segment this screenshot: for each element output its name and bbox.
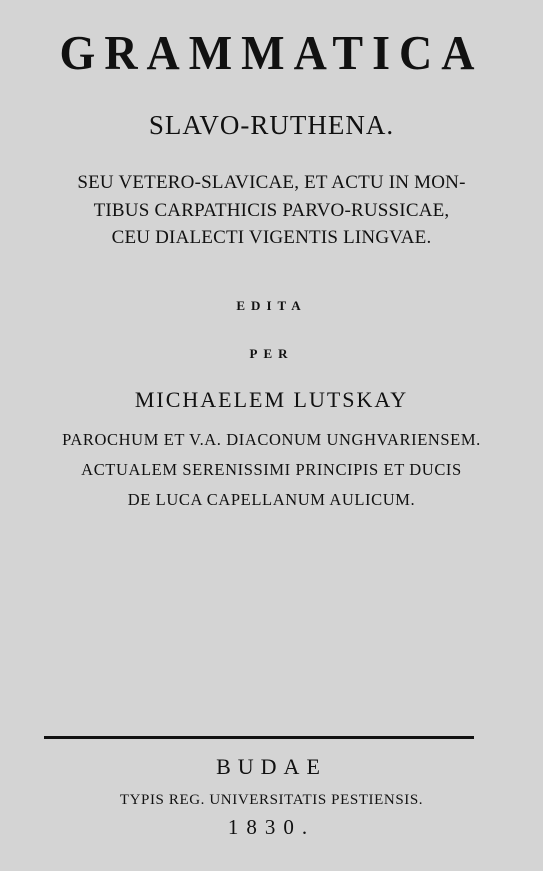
description-line-1: SEU VETERO-SLAVICAE, ET ACTU IN MON- xyxy=(77,172,466,193)
author-name: MICHAELEM LUTSKAY xyxy=(134,387,409,412)
publication-year: 1830. xyxy=(227,815,316,839)
place-of-publication: BUDAE xyxy=(216,754,327,779)
book-title: GRAMMATICA xyxy=(59,25,484,80)
printer-line: TYPIS REG. UNIVERSITATIS PESTIENSIS. xyxy=(119,792,424,808)
book-subtitle: SLAVO-RUTHENA. xyxy=(148,110,395,140)
author-info-line-1: PAROCHUM ET V.A. DIACONUM UNGHVARIENSEM. xyxy=(62,430,481,449)
description-line-2: TIBUS CARPATHICIS PARVO-RUSSICAE, xyxy=(93,200,450,221)
horizontal-rule xyxy=(44,736,474,739)
author-info-line-2: ACTUALEM SERENISSIMI PRINCIPIS ET DUCIS xyxy=(81,460,462,479)
description-line-3: CEU DIALECTI VIGENTIS LINGVAE. xyxy=(111,227,432,248)
edita-label: EDITA xyxy=(236,298,307,313)
author-info-line-3: DE LUCA CAPELLANUM AULICUM. xyxy=(127,490,416,509)
per-label: PER xyxy=(249,346,294,361)
